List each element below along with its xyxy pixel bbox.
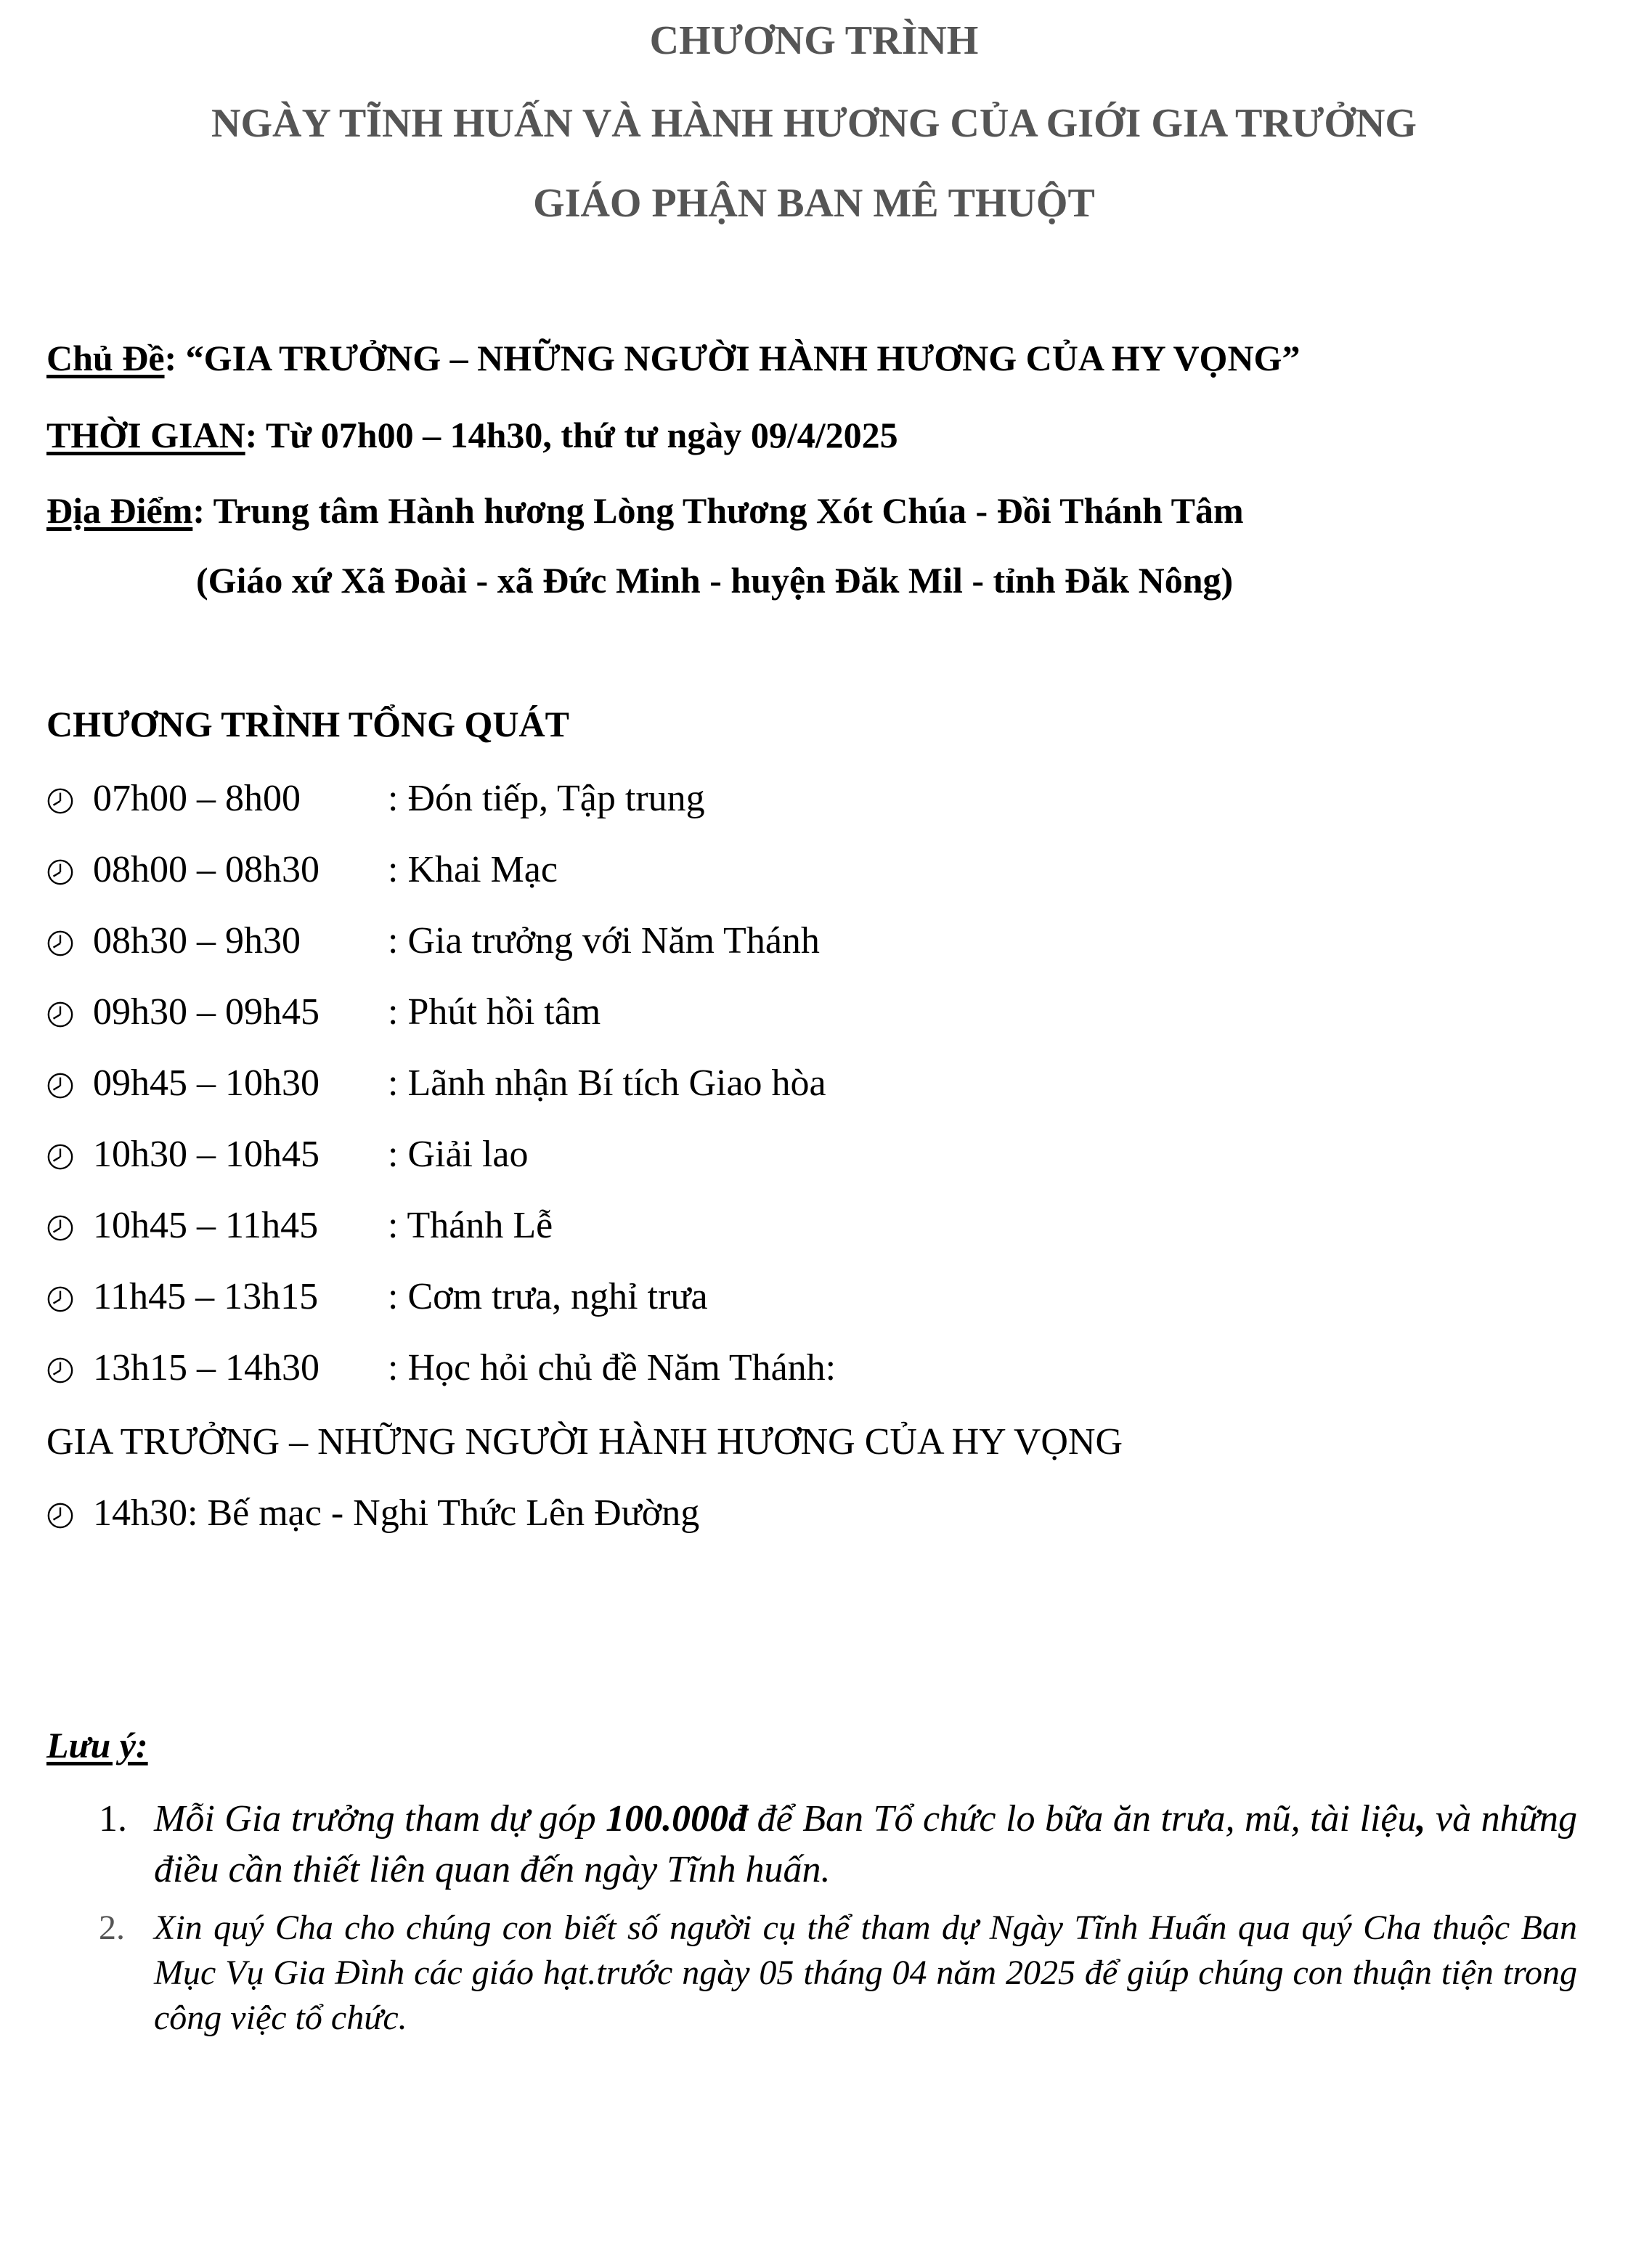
- note-1-comma: ,: [1416, 1798, 1426, 1840]
- time-line: [46, 414, 898, 456]
- schedule-time: 07h00 – 8h00: [93, 778, 301, 819]
- schedule-time: 10h30 – 10h45: [93, 1134, 320, 1175]
- clock-icon: [46, 1285, 74, 1313]
- clock-icon: [46, 1072, 74, 1100]
- schedule-activity: : Gia trưởng với Năm Thánh: [388, 920, 820, 962]
- place-address: (Giáo xứ Xã Đoài - xã Đức Minh - huyện Đăk Mil - tỉnh Đăk Nông): [196, 560, 1234, 601]
- theme-label: Chủ Đề: [46, 338, 165, 378]
- note-1-text-a: Mỗi Gia trưởng tham dự góp: [154, 1798, 606, 1840]
- clock-icon: [46, 787, 74, 815]
- schedule-activity: : Khai Mạc: [388, 849, 558, 890]
- note-1-amount: 100.000đ: [606, 1798, 748, 1840]
- clock-icon: [46, 1502, 74, 1529]
- place-value: : Trung tâm Hành hương Lòng Thương Xót Chúa - Đồi Thánh Tâm: [192, 490, 1244, 531]
- schedule-time: 10h45 – 11h45: [93, 1205, 319, 1246]
- title-line-3: GIÁO PHẬN BAN MÊ THUỘT: [533, 181, 1095, 226]
- note-1-text-b: để Ban Tổ chức lo bữa ăn trưa, mũ, tài liệu: [747, 1798, 1417, 1840]
- program-continuation: GIA TRƯỞNG – NHỮNG NGƯỜI HÀNH HƯƠNG CỦA HY VỌNG: [46, 1421, 1123, 1463]
- schedule-activity: : Cơm trưa, nghỉ trưa: [388, 1276, 708, 1317]
- time-label: THỜI GIAN: [46, 415, 245, 455]
- clock-icon: [46, 1001, 74, 1028]
- place-line: [46, 489, 1244, 532]
- schedule-time: 08h00 – 08h30: [93, 849, 320, 890]
- program-title: CHƯƠNG TRÌNH TỔNG QUÁT: [46, 704, 569, 744]
- time-value: : Từ 07h00 – 14h30, thứ tư ngày 09/4/2025: [245, 415, 898, 455]
- clock-icon: [46, 1357, 74, 1384]
- place-label: Địa Điểm: [46, 490, 193, 531]
- note-2-number: 2.: [99, 1909, 125, 1947]
- clock-icon: [46, 858, 74, 886]
- clock-icon: [46, 1143, 74, 1171]
- schedule-activity: : Đón tiếp, Tập trung: [388, 778, 705, 819]
- schedule-activity: : Giải lao: [388, 1134, 529, 1175]
- note-2: Xin quý Cha cho chúng con biết số người cụ thể tham dự Ngày Tĩnh Huấn qua quý Cha thuộc Ban Mục Vụ Gia Đình các giáo hạt.trước ngày 05 tháng 04 năm 2025 để giúp chúng con thuận tiện trong công việc tổ chức.: [154, 1909, 1577, 2037]
- theme-line: [46, 337, 1300, 379]
- note-1-text-c: và những điều cần thiết liên quan đến ngày Tĩnh huấn.: [154, 1798, 1578, 1890]
- title-line-1: CHƯƠNG TRÌNH: [649, 18, 979, 63]
- schedule-activity: : Thánh Lễ: [388, 1205, 553, 1246]
- schedule-time: 09h30 – 09h45: [93, 991, 320, 1033]
- notes-title: Lưu ý:: [46, 1725, 148, 1765]
- note-1-number: 1.: [99, 1798, 127, 1840]
- title-line-2: NGÀY TĨNH HUẤN VÀ HÀNH HƯƠNG CỦA GIỚI GIA TRƯỞNG: [211, 101, 1417, 146]
- schedule-activity: : Phút hồi tâm: [388, 991, 601, 1033]
- schedule-activity: : Lãnh nhận Bí tích Giao hòa: [388, 1062, 826, 1104]
- schedule-activity: : Học hỏi chủ đề Năm Thánh:: [388, 1347, 837, 1389]
- clock-icon: [46, 930, 74, 957]
- schedule-time: 11h45 – 13h15: [93, 1276, 319, 1317]
- schedule-time: 08h30 – 9h30: [93, 920, 301, 962]
- schedule-time: 09h45 – 10h30: [93, 1062, 320, 1104]
- clock-icon: [46, 1214, 74, 1242]
- closing-text: 14h30: Bế mạc - Nghi Thức Lên Đường: [93, 1492, 700, 1534]
- schedule-time: 13h15 – 14h30: [93, 1347, 320, 1389]
- theme-value: : “GIA TRƯỞNG – NHỮNG NGƯỜI HÀNH HƯƠNG CỦA HY VỌNG”: [164, 338, 1301, 378]
- note-1: [154, 1794, 1577, 1895]
